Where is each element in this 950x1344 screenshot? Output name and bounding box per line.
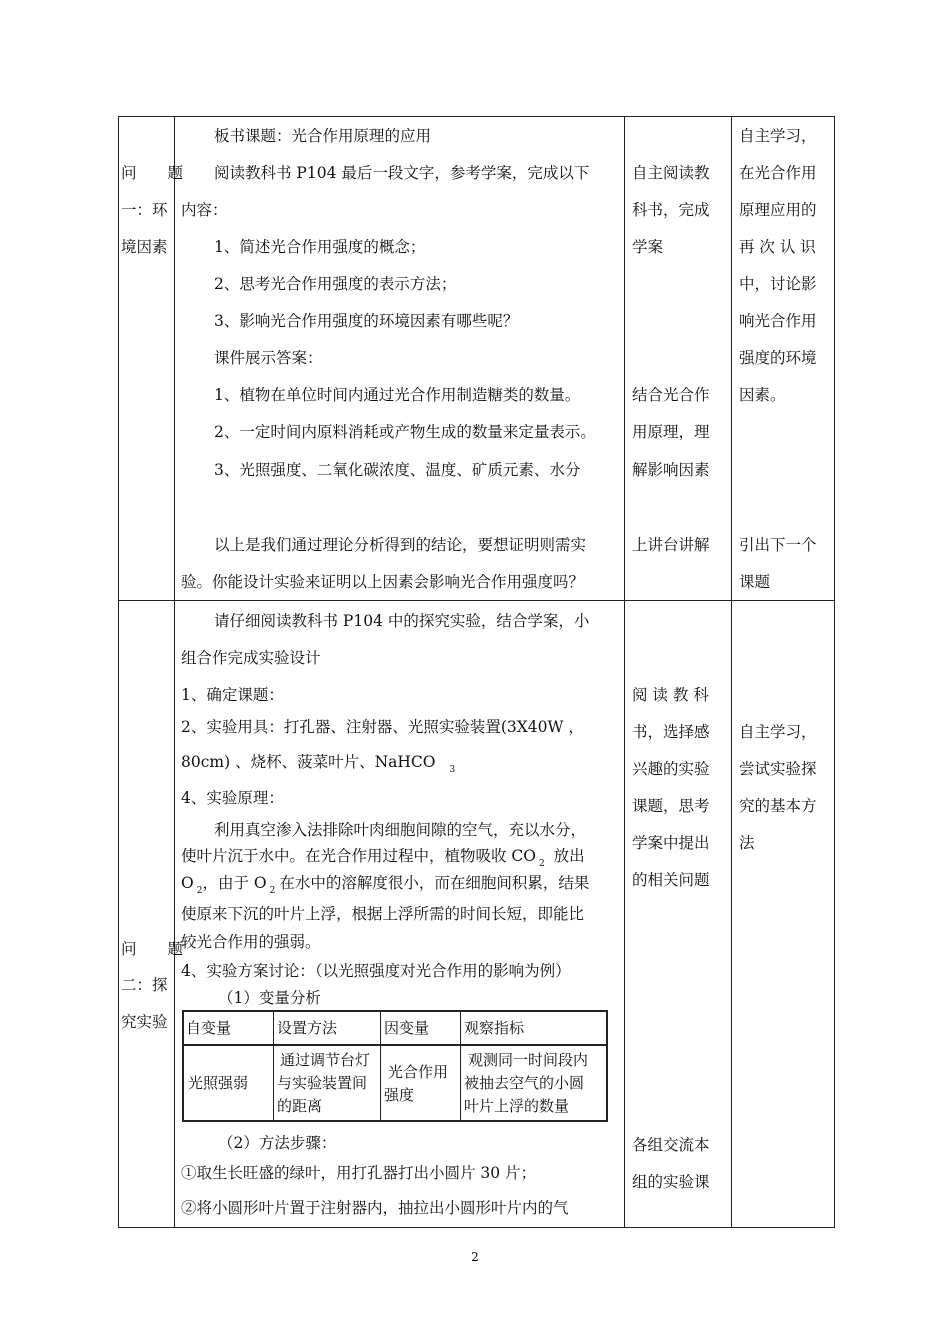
section2-item-4: 4、实验原理：	[181, 789, 284, 807]
subscript-2: 2	[196, 886, 203, 896]
table-cell-dv: 光合作用	[388, 1063, 449, 1081]
section1-answer-1: 1、植物在单位时间内通过光合作用制造糖类的数量。	[214, 386, 581, 404]
section2-item-4b: 4、实验方案讨论：（以光照强度对光合作用的影响为例）	[181, 962, 571, 980]
section1-student-line: 上讲台讲解	[632, 536, 710, 554]
section1-conclusion-1: 以上是我们通过理论分析得到的结论，要想证明则需实	[214, 536, 587, 554]
table-divider-2	[624, 116, 625, 1228]
section2-principle-1: 利用真空渗入法排除叶肉细胞间隙的空气，充以水分，	[214, 821, 587, 839]
section1-student-line: 自主阅读教	[632, 164, 710, 182]
table-cell-obs: 被抽去空气的小圆	[464, 1074, 585, 1092]
section1-student-line: 结合光合作	[632, 386, 710, 404]
table-border-middle	[118, 600, 835, 601]
section1-student-line: 用原理，理	[632, 423, 710, 441]
table-border-right	[834, 116, 835, 1228]
section2-item-1: 1、确定课题：	[181, 686, 284, 704]
table-cell-obs: 叶片上浮的数量	[464, 1097, 570, 1115]
section1-student-line: 学案	[632, 238, 664, 256]
table-cell-method: 与实验装置间	[277, 1074, 368, 1092]
section2-item-2-text: 80cm) 、烧杯、菠菜叶片、NaHCO	[181, 753, 436, 771]
table-cell-obs: 观测同一时间段内	[468, 1051, 589, 1069]
section2-intent-line: 法	[739, 834, 755, 852]
table-header-method: 设置方法	[277, 1019, 338, 1037]
section1-intent-line: 因素。	[739, 386, 786, 404]
principle-2-text: 使叶片沉于水中。在光合作用过程中，植物吸收 CO	[181, 847, 536, 865]
section1-intent-line: 自主学习，	[739, 127, 817, 145]
section2-label-line3: 究实验	[121, 1013, 168, 1031]
section1-intent-line: 中，讨论影	[739, 275, 817, 293]
inner-table-col3	[460, 1010, 461, 1122]
table-cell-dv: 强度	[384, 1086, 415, 1104]
section2-label-line1: 问 题	[121, 940, 184, 958]
principle-2-tail: 放出	[553, 847, 585, 865]
table-border-bottom	[118, 1227, 835, 1228]
section1-show-answer: 课件展示答案：	[214, 349, 323, 367]
section2-step-1: ①取生长旺盛的绿叶，用打孔器打出小圆片 30 片；	[181, 1164, 537, 1182]
section1-intent-line: 再 次 认 识	[739, 238, 816, 256]
section1-label-line3: 境因素	[121, 238, 168, 256]
inner-table-right	[606, 1010, 608, 1122]
section1-label-line1: 问 题	[121, 164, 184, 182]
table-divider-1	[174, 116, 175, 1228]
section1-question-3: 3、影响光合作用强度的环境因素有哪些呢？	[214, 312, 519, 330]
section1-answer-3: 3、光照强度、二氧化碳浓度、温度、矿质元素、水分	[214, 461, 581, 479]
section1-intent-line: 原理应用的	[739, 201, 817, 219]
section2-step-2: ②将小圆形叶片置于注射器内，抽拉出小圆形叶片内的气	[181, 1199, 569, 1217]
table-border-left	[118, 116, 119, 1228]
section2-steps-title: （2）方法步骤：	[218, 1134, 337, 1152]
section2-student-line: 书，选择感	[632, 723, 710, 741]
inner-table-top	[182, 1010, 608, 1012]
principle-3-a: O	[181, 874, 194, 892]
section2-intro-2: 组合作完成实验设计	[181, 649, 321, 667]
table-divider-3	[731, 116, 732, 1228]
section1-question-1: 1、简述光合作用强度的概念；	[214, 238, 426, 256]
section2-principle-3	[181, 873, 589, 896]
section2-student-line: 的相关问题	[632, 871, 710, 889]
inner-table-row-divider	[182, 1044, 608, 1046]
section2-student-line: 兴趣的实验	[632, 760, 710, 778]
section2-intent-line: 尝试实验探	[739, 760, 817, 778]
subscript-3: 3	[449, 765, 456, 775]
table-cell-method: 通过调节台灯	[280, 1051, 371, 1069]
section1-answer-2: 2、一定时间内原料消耗或产物生成的数量来定量表示。	[214, 423, 596, 441]
table-header-obs: 观察指标	[464, 1019, 525, 1037]
table-cell-method: 的距离	[277, 1097, 323, 1115]
page-number: 2	[471, 1250, 479, 1264]
section1-question-2: 2、思考光合作用强度的表示方法；	[214, 275, 457, 293]
principle-3-c: 在水中的溶解度很小，而在细胞间积累，结果	[279, 874, 590, 892]
section2-item-2-line2	[181, 752, 455, 775]
section1-intent-line: 响光合作用	[739, 312, 817, 330]
section2-student-line: 学案中提出	[632, 834, 710, 852]
inner-table-bottom	[182, 1120, 608, 1122]
table-header-iv: 自变量	[186, 1019, 232, 1037]
section2-principle-4: 使原来下沉的叶片上浮，根据上浮所需的时间长短，即能比	[181, 905, 585, 923]
table-header-dv: 因变量	[384, 1019, 430, 1037]
table-border-top	[118, 116, 835, 117]
section1-intent-line: 课题	[739, 573, 771, 591]
section1-conclusion-2: 验。你能设计实验来证明以上因素会影响光合作用强度吗？	[181, 573, 585, 591]
section2-item-2-line1: 2、实验用具：打孔器、注射器、光照实验装置(3X40W ，	[181, 718, 584, 736]
section2-principle-5: 较光合作用的强弱。	[181, 933, 321, 951]
section1-heading: 板书课题：光合作用原理的应用	[214, 127, 432, 145]
section1-intent-line: 在光合作用	[739, 164, 817, 182]
principle-3-b: ，由于 O	[202, 874, 267, 892]
section2-student-line: 阅 读 教 科	[632, 686, 709, 704]
subscript-2: 2	[269, 886, 276, 896]
section2-intent-line: 究的基本方	[739, 797, 817, 815]
section2-student-line: 组的实验课	[632, 1173, 710, 1191]
section1-student-line: 科书，完成	[632, 201, 710, 219]
section1-intro-1: 阅读教科书 P104 最后一段文字，参考学案，完成以下	[214, 164, 590, 182]
section2-intro-1: 请仔细阅读教科书 P104 中的探究实验，结合学案，小	[214, 612, 590, 630]
section1-intent-line: 强度的环境	[739, 349, 817, 367]
section2-principle-2	[181, 846, 585, 869]
section1-intent-line: 引出下一个	[739, 536, 817, 554]
section2-label-line2: 二：探	[121, 976, 168, 994]
table-cell-iv: 光照强弱	[188, 1074, 249, 1092]
section2-student-line: 课题，思考	[632, 797, 710, 815]
section1-intro-2: 内容：	[181, 201, 228, 219]
section1-label-line2: 一：环	[121, 201, 168, 219]
section2-student-line: 各组交流本	[632, 1136, 710, 1154]
inner-table-col2	[380, 1010, 381, 1122]
section1-student-line: 解影响因素	[632, 461, 710, 479]
inner-table-col1	[273, 1010, 274, 1122]
inner-table-left	[182, 1010, 184, 1122]
section2-intent-line: 自主学习，	[739, 723, 817, 741]
subscript-2: 2	[539, 859, 545, 869]
section2-variable-analysis: （1）变量分析	[218, 989, 321, 1007]
